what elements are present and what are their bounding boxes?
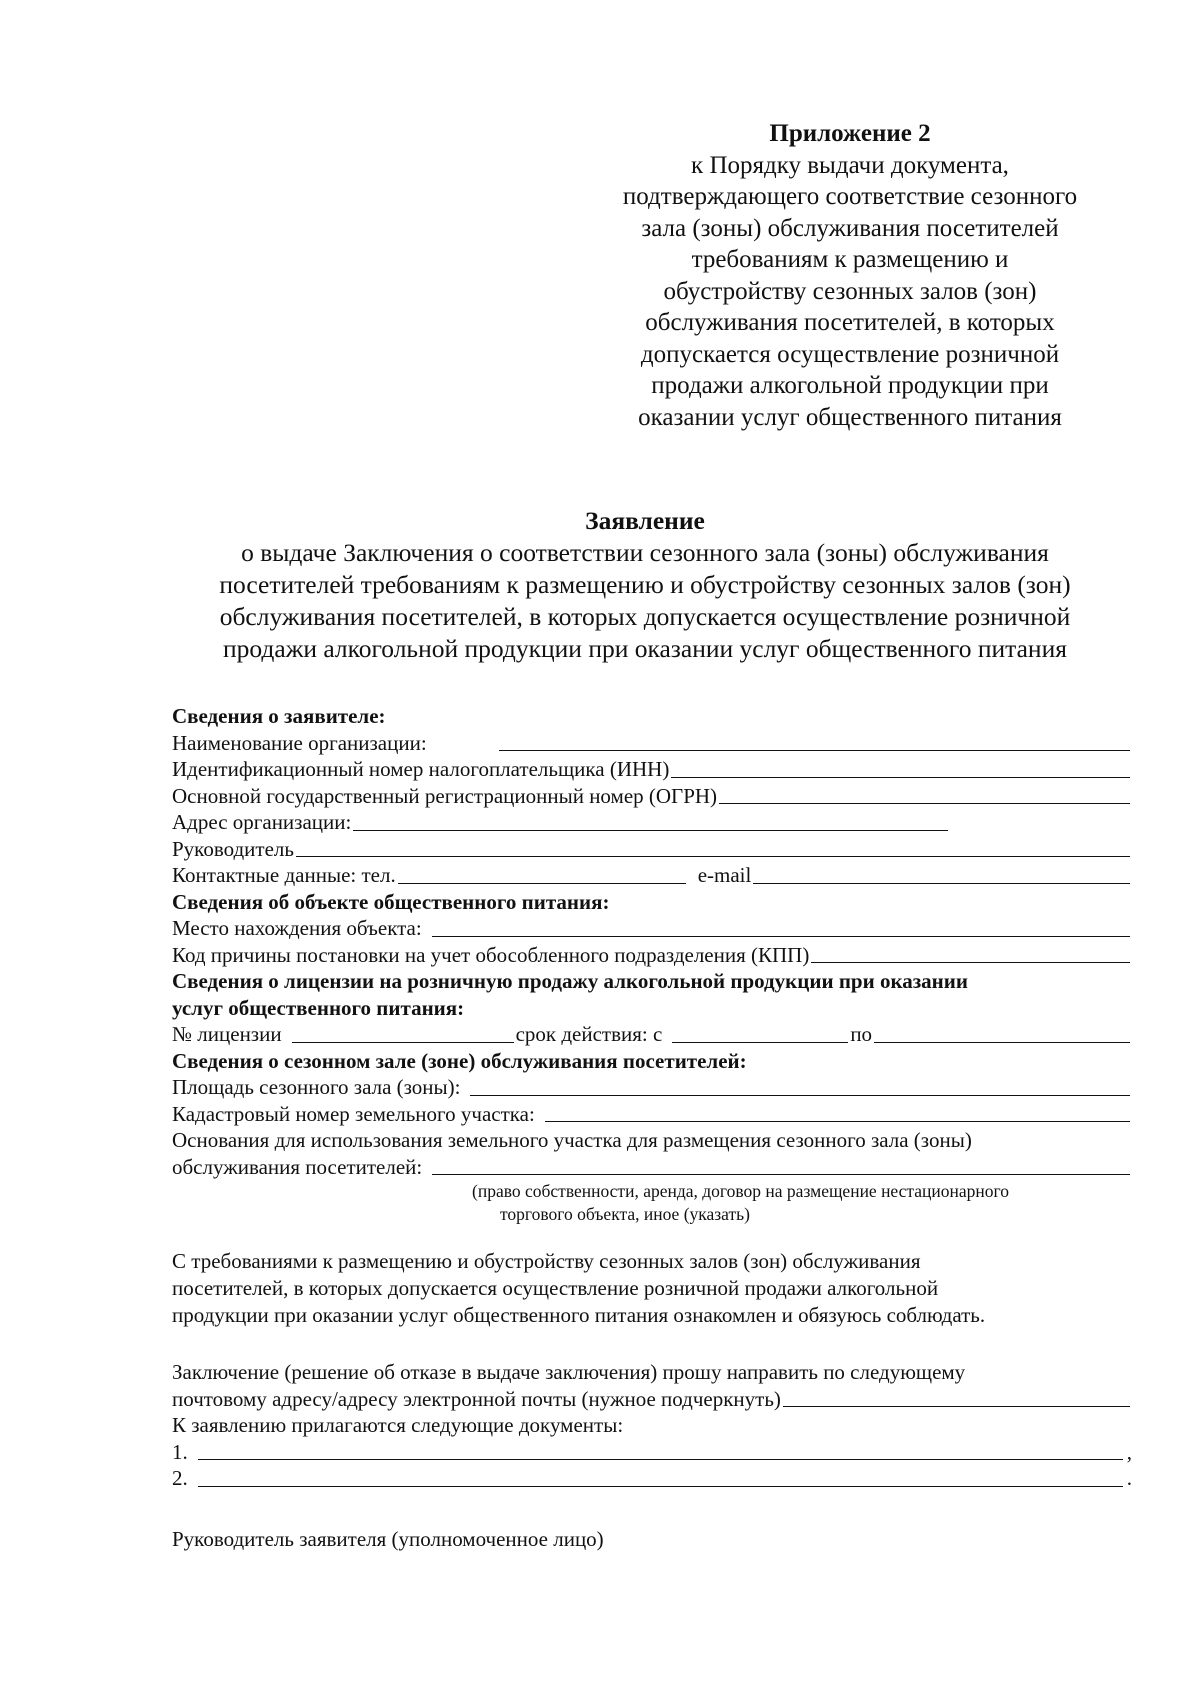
attachment-period: . [1126,1466,1132,1490]
area-label: Площадь сезонного зала (зоны): [172,1075,461,1099]
delivery-label-1: Заключение (решение об отказе в выдаче заключения) прошу направить по следующему [172,1360,966,1384]
agreement-line: продукции при оказании услуг общественного питания ознакомлен и обязуюсь соблюдать. [172,1303,986,1327]
ogrn-field[interactable] [719,803,1130,804]
attachments-label: К заявлению прилагаются следующие документы: [172,1413,624,1437]
license-from-field[interactable] [672,1042,848,1043]
ogrn-label: Основной государственный регистрационный номер (ОГРН) [172,783,718,808]
email-field[interactable] [753,883,1130,884]
appendix-line: к Порядку выдачи документа, [691,151,1009,179]
statement-header [150,505,1140,665]
appendix-header [580,118,1120,433]
application-form [172,703,1132,1552]
cadastral-row [172,1101,1132,1128]
contacts-row [172,862,1132,889]
statement-title: Заявление [585,506,705,535]
appendix-line: зала (зоны) обслуживания посетителей [641,214,1059,242]
location-label: Место нахождения объекта: [172,916,422,940]
agreement-line: посетителей, в которых допускается осуществление розничной продажи алкогольной [172,1276,939,1300]
statement-line: продажи алкогольной продукции при оказании услуг общественного питания [223,634,1067,663]
attachment-field-2[interactable] [198,1486,1123,1487]
delivery-row-1 [172,1359,1132,1386]
license-until-label: по [850,1022,873,1046]
org-name-row [172,730,1132,757]
ogrn-row [172,783,1132,810]
cadastral-label: Кадастровый номер земельного участка: [172,1101,535,1126]
license-until-field[interactable] [874,1042,1130,1043]
license-heading-1: Сведения о лицензии на розничную продажу алкогольной продукции при оказании [172,969,968,993]
address-row [172,809,1132,836]
basis-field[interactable] [432,1174,1130,1175]
season-zone-heading: Сведения о сезонном зале (зоне) обслуживания посетителей: [172,1048,747,1073]
address-field[interactable] [353,830,948,831]
org-name-label: Наименование организации: [172,730,427,755]
license-validity-label: срок действия: с [515,1022,663,1046]
delivery-label-2: почтовому адресу/адресу электронной почты (нужное подчеркнуть) [172,1386,781,1411]
basis-row-1 [172,1127,1132,1154]
delivery-row-2 [172,1386,1132,1413]
agreement-line: С требованиями к размещению и обустройству сезонных залов (зон) обслуживания [172,1249,921,1273]
attachment-comma: , [1126,1439,1132,1464]
kpp-row [172,942,1132,969]
area-row [172,1074,1132,1101]
appendix-line: оказании услуг общественного питания [638,403,1062,431]
head-row [172,836,1132,863]
head-field[interactable] [296,856,1130,857]
basis-label-2: обслуживания посетителей: [172,1154,423,1179]
attachment-row-1 [172,1439,1132,1466]
attachment-field-1[interactable] [198,1459,1123,1460]
address-label: Адрес организации: [172,810,352,834]
signature-label: Руководитель заявителя (уполномоченное лицо) [172,1526,604,1551]
license-number-label: № лицензии [172,1022,282,1046]
attachments-label-row [172,1412,1132,1439]
appendix-line: обустройству сезонных залов (зон) [663,277,1037,305]
cadastral-field[interactable] [545,1121,1130,1122]
statement-line: посетителей требованиям к размещению и обустройству сезонных залов (зон) [219,570,1071,599]
phone-field[interactable] [398,883,686,884]
appendix-line: требованиям к размещению и [691,246,1009,273]
kpp-label: Код причины постановки на учет обособленного подразделения (КПП) [172,942,810,967]
attachment-number-1: 1. [172,1439,188,1464]
delivery-block [172,1359,1132,1492]
org-name-field[interactable] [499,750,1130,751]
inn-label: Идентификационный номер налогоплательщика (ИНН) [172,757,670,781]
inn-field[interactable] [671,777,1130,778]
facility-heading: Сведения об объекте общественного питания: [172,889,610,914]
applicant-heading: Сведения о заявителе: [172,704,386,728]
phone-label: Контактные данные: тел. [172,863,396,887]
statement-line: обслуживания посетителей, в которых допускается осуществление розничной [219,602,1071,631]
location-row [172,915,1132,942]
agreement-paragraph [172,1248,1132,1329]
license-row [172,1021,1132,1048]
attachment-row-2 [172,1465,1132,1492]
appendix-line: подтверждающего соответствие сезонного [622,183,1078,210]
appendix-line: допускается осуществление розничной [640,340,1060,368]
basis-hint-line: (право собственности, аренда, договор на размещение нестационарного [472,1181,1010,1201]
kpp-field[interactable] [811,962,1130,963]
appendix-line: продажи алкогольной продукции при [651,372,1049,399]
area-field[interactable] [470,1095,1130,1096]
license-heading-2: услуг общественного питания: [172,995,465,1020]
basis-hint-line: торгового объекта, иное (указать) [500,1204,750,1224]
basis-hint [472,1180,1132,1226]
delivery-address-field[interactable] [783,1406,1130,1407]
appendix-line: обслуживания посетителей, в которых [645,309,1055,336]
attachment-number-2: 2. [172,1466,188,1490]
appendix-title: Приложение 2 [769,120,931,147]
basis-label-1: Основания для использования земельного участка для размещения сезонного зала (зоны) [172,1128,972,1152]
head-label: Руководитель [172,836,294,861]
location-field[interactable] [432,936,1130,937]
basis-row-2 [172,1154,1132,1181]
license-number-field[interactable] [292,1042,514,1043]
signature-row [172,1526,1132,1553]
statement-line: о выдаче Заключения о соответствии сезонного зала (зоны) обслуживания [241,538,1049,567]
email-label: e-mail [697,863,752,887]
inn-row [172,756,1132,783]
